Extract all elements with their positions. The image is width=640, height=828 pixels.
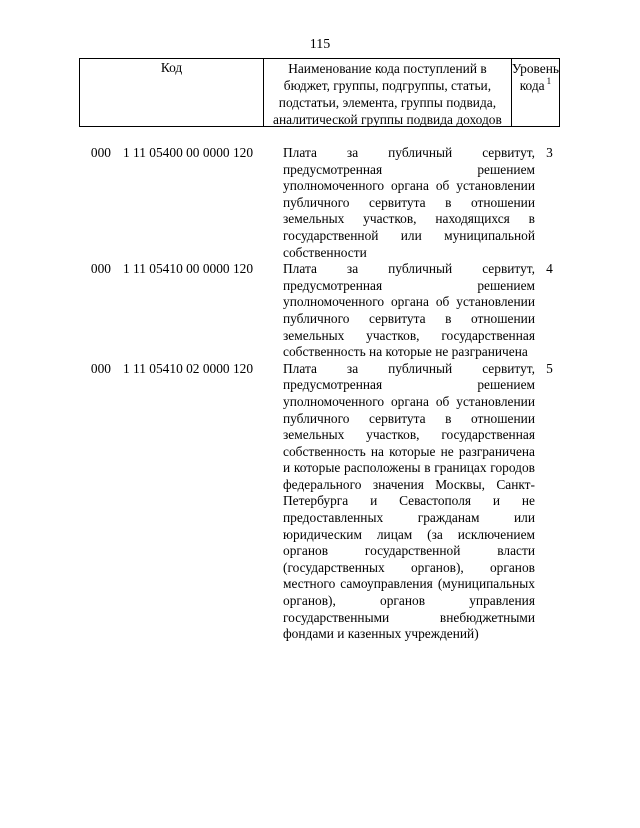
admin-code: 000 (90, 145, 111, 160)
code-level: 5 (546, 360, 553, 376)
income-code: 1 11 05410 00 0000 120 (123, 261, 254, 277)
income-code: 1 11 05400 00 0000 120 (123, 145, 254, 160)
header-level-label: Уровень кода (511, 61, 559, 93)
header-code-cell: Код (80, 59, 264, 126)
header-level-cell (512, 59, 559, 126)
header-name-cell: Наименование кода поступлений в бюджет, группы, подгруппы, статьи, подстатьи, элемента, группы подвида, аналитической группы подвида доходов (264, 59, 512, 126)
table-row (79, 261, 560, 361)
income-name: Плата за публичный сервитут, предусмотренная решением уполномоченного органа об установлении публичного сервитута в отношении земельных участков, государственная собственность на которые не разграничена и которые расположены в границах городов федерального значения Москвы, Санкт-Петербурга и Севастополя и не предоставленных гражданам или юридическим лицам (за исключением органов государственной власти (государственных органов), органов местного самоуправления (муниципальных органов), органов управления государственными внебюджетными фондами и казенных учреждений) (283, 360, 535, 642)
code-level: 3 (546, 145, 553, 160)
table-row (79, 145, 560, 261)
table-header (79, 58, 560, 127)
income-code: 1 11 05410 02 0000 120 (123, 360, 254, 376)
income-name: Плата за публичный сервитут, предусмотренная решением уполномоченного органа об установлении публичного сервитута в отношении земельных участков, находящихся в государственной или муниципальной собственности (283, 145, 535, 260)
page-number: 115 (309, 37, 331, 52)
header-level-footnote: 1 (546, 76, 552, 86)
code-level: 4 (546, 261, 553, 277)
table-body (79, 145, 560, 643)
table-row (79, 361, 560, 643)
income-name: Плата за публичный сервитут, предусмотренная решением уполномоченного органа об установлении публичного сервитута в отношении земельных участков, государственная собственность на которые не разграничена (283, 261, 535, 360)
admin-code: 000 (90, 360, 111, 376)
admin-code: 000 (90, 261, 111, 277)
